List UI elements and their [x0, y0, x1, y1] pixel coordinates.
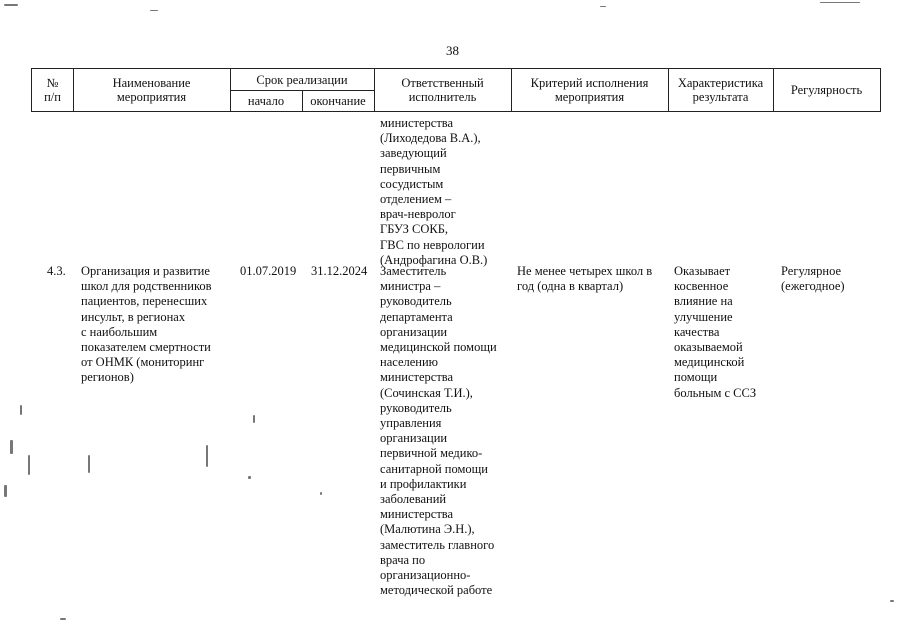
- header-term: Срок реализации: [256, 72, 348, 87]
- header-end: окончание: [310, 94, 366, 108]
- table-body: [31, 112, 881, 632]
- header-criterion: Критерий исполнения мероприятия: [530, 76, 649, 104]
- header-responsible: Ответственный исполнитель: [401, 76, 484, 104]
- row-name: Организация и развитие школ для родственников пациентов, перенесших инсульт, в регионах с наибольшим показателем смертности от ОНМК (мониторинг регионов): [81, 264, 212, 385]
- header-name: Наименование мероприятия: [112, 76, 191, 104]
- table-header: [31, 68, 881, 112]
- header-characteristic: Характеристика результата: [677, 76, 764, 104]
- row-number: 4.3.: [47, 264, 66, 278]
- header-regularity: Регулярность: [790, 83, 863, 97]
- page-number: 38: [446, 43, 459, 58]
- row-criterion: Не менее четырех школ в год (одна в квартал): [517, 264, 653, 294]
- continuation-responsible: министерства (Лиходедова В.А.), заведующий первичным сосудистым отделением – врач-невролог ГБУЗ СОКБ, ГВС по неврологии (Андрофагина О.В.): [380, 116, 488, 267]
- header-start: начало: [247, 94, 285, 108]
- row-characteristic: Оказывает косвенное влияние на улучшение качества оказываемой медицинской помощи больным с ССЗ: [674, 264, 757, 400]
- row-regularity: Регулярное (ежегодное): [781, 264, 845, 294]
- row-end-date: 31.12.2024: [311, 264, 368, 278]
- row-responsible: Заместитель министра – руководитель департамента организации медицинской помощи населению министерства (Сочинская Т.И.), руководитель управления организации первичной медико- санитарной помощи и профилактики заболеваний министерства (Малютина Э.Н.), заместитель главного врача по организационно- методической работе: [380, 264, 497, 598]
- header-number: № п/п: [44, 76, 61, 104]
- row-start-date: 01.07.2019: [240, 264, 297, 278]
